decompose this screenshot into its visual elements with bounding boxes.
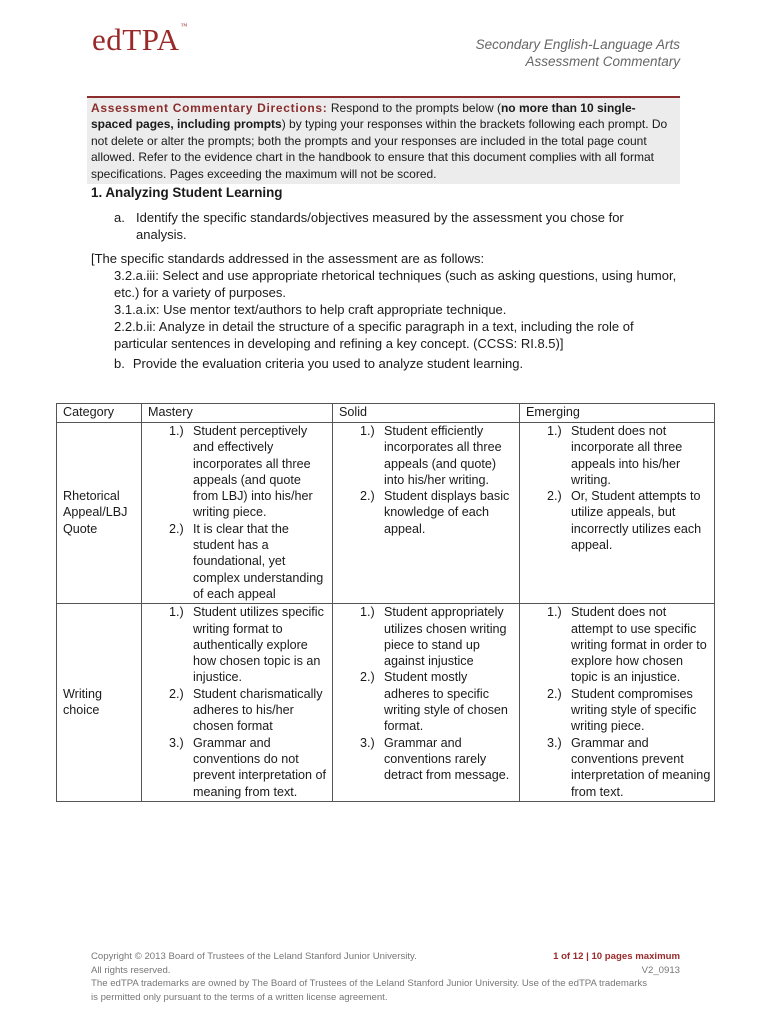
directions-heading: Assessment Commentary Directions: — [91, 101, 328, 115]
response-text[interactable] — [91, 250, 681, 352]
footer-copyright: Copyright © 2013 Board of Trustees of the Leland Stanford Junior University. All rights reserved. The edTPA trademarks are owned by The Board of Trustees of the Leland Stanford Junior University. Use of the edTPA trademarks is permitted only pursuant to the terms of a written license agreement. — [91, 951, 648, 1003]
header-category: Category — [57, 404, 142, 423]
page-number: 1 of 12 | 10 pages maximum — [553, 951, 680, 962]
mastery-cell — [142, 423, 333, 604]
edtpa-logo: edTPA™ — [92, 22, 188, 57]
criterion-item: 2.) Student displays basic knowledge of each appeal. — [360, 489, 510, 536]
criterion-item: 1.) Student utilizes specific writing format to authentically explore how chosen topic is an injustice. — [169, 605, 324, 685]
header-solid: Solid — [333, 404, 520, 423]
table-row — [57, 604, 715, 802]
directions-box: Assessment Commentary Directions: Respond to the prompts below (no more than 10 single-spaced pages, including prompts) by typing your responses within the brackets following each prompt. Do not delete or alter the prompts; both the prompts and your responses are included in the total page count allowed. Refer to the evidence chart in the handbook to ensure that this document complies with all format specifications. Pages exceeding the maximum will not be scored. — [87, 96, 680, 184]
criterion-item: 1.) Student appropriately utilizes chosen writing piece to stand up against injustice — [360, 605, 507, 669]
criterion-item: 2.) Student compromises writing style of specific writing piece. — [547, 686, 697, 734]
doc-title: Assessment Commentary — [525, 54, 680, 69]
criterion-item: 1.) Student perceptively and effectively incorporates all three appeals (and quote from LBJ) into his/her writing piece. — [169, 424, 313, 520]
criterion-item: 1.) Student does not incorporate all three appeals into his/her writing. — [547, 424, 683, 487]
rubric-header-row — [57, 404, 715, 423]
mastery-cell — [142, 604, 333, 802]
category-cell: Rhetorical Appeal/LBJ Quote — [57, 423, 142, 604]
prompt-b: b. Provide the evaluation criteria you used to analyze student learning. — [114, 356, 524, 371]
prompt-a: a. Identify the specific standards/objectives measured by the assessment you chose for analysis. — [114, 210, 624, 242]
version-label: V2_0913 — [641, 964, 680, 976]
response-line: [The specific standards addressed in the assessment are as follows: — [91, 251, 485, 266]
criterion-item: 2.) Or, Student attempts to utilize appeals, but incorrectly utilizes each appeal. — [547, 489, 702, 553]
response-line: 3.2.a.iii: Select and use appropriate rhetorical techniques (such as asking questions, using humor, etc.) for a variety of purposes. — [114, 268, 677, 300]
solid-cell — [333, 604, 520, 802]
criterion-item: 2.) Student charismatically adheres to his/her chosen format — [169, 686, 323, 734]
response-line: 3.1.a.ix: Use mentor text/authors to help craft appropriate technique. — [114, 302, 507, 317]
emerging-cell — [520, 423, 715, 604]
header-mastery: Mastery — [142, 404, 333, 423]
table-row — [57, 423, 715, 604]
document-header — [476, 36, 680, 70]
criterion-item: 1.) Student efficiently incorporates all three appeals (and quote) into his/her writing. — [360, 424, 502, 487]
criterion-item: 3.) Grammar and conventions rarely detract from message. — [360, 735, 510, 783]
emerging-cell — [520, 604, 715, 802]
criterion-item: 3.) Grammar and conventions do not prevent interpretation of meaning from text. — [169, 735, 327, 799]
header-emerging: Emerging — [520, 404, 715, 423]
subject-title: Secondary English-Language Arts — [475, 37, 680, 52]
criterion-item: 1.) Student does not attempt to use specific writing format in order to explore how chosen topic is an injustice. — [547, 605, 707, 685]
criterion-item: 2.) It is clear that the student has a foundational, yet complex understanding of each appeal — [169, 521, 324, 601]
section-title: 1. Analyzing Student Learning — [91, 185, 283, 200]
response-line: 2.2.b.ii: Analyze in detail the structure of a specific paragraph in a text, including the role of particular sentences in developing and refining a key concept. (CCSS: RI.8.5)] — [114, 319, 634, 351]
footer-page-info — [553, 950, 680, 977]
criterion-item: 3.) Grammar and conventions prevent interpretation of meaning from text. — [547, 735, 711, 799]
category-cell: Writing choice — [57, 604, 142, 802]
rubric-table — [56, 403, 715, 802]
solid-cell — [333, 423, 520, 604]
criterion-item: 2.) Student mostly adheres to specific writing style of chosen format. — [360, 670, 508, 734]
